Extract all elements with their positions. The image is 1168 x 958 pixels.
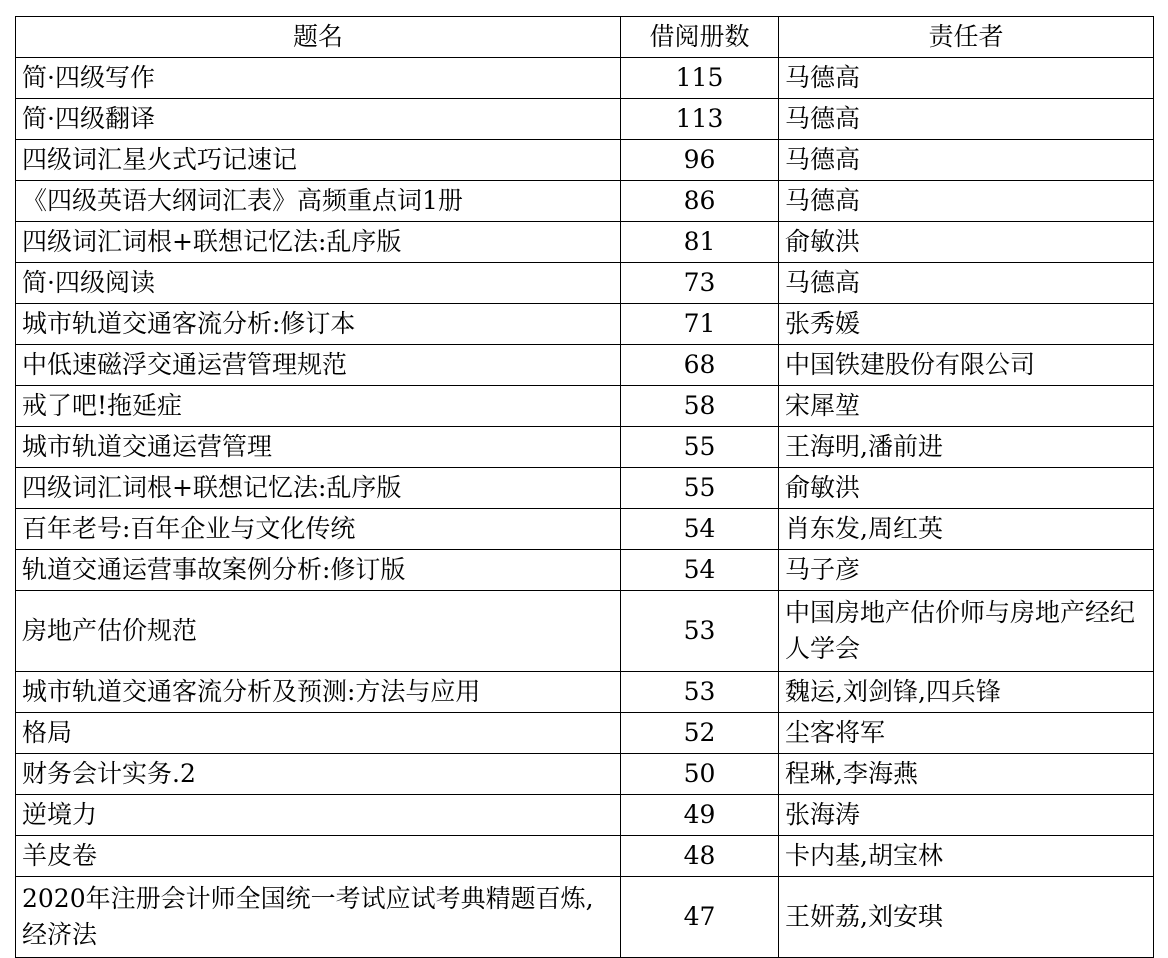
borrowing-table <box>15 16 1154 958</box>
cell-author: 程琳,李海燕 <box>779 754 1154 795</box>
cell-count: 68 <box>621 345 779 386</box>
table-row <box>16 591 1154 672</box>
cell-title: 百年老号:百年企业与文化传统 <box>16 509 621 550</box>
table-row <box>16 550 1154 591</box>
cell-count: 54 <box>621 509 779 550</box>
cell-count: 113 <box>621 99 779 140</box>
cell-count: 55 <box>621 427 779 468</box>
cell-title: 《四级英语大纲词汇表》高频重点词1册 <box>16 181 621 222</box>
table-row <box>16 58 1154 99</box>
cell-title: 羊皮卷 <box>16 836 621 877</box>
cell-author: 马德高 <box>779 263 1154 304</box>
table-row <box>16 99 1154 140</box>
table-row <box>16 140 1154 181</box>
table-row <box>16 509 1154 550</box>
cell-count: 115 <box>621 58 779 99</box>
table-row <box>16 836 1154 877</box>
cell-author: 马德高 <box>779 58 1154 99</box>
cell-title: 房地产估价规范 <box>16 591 621 672</box>
cell-count: 49 <box>621 795 779 836</box>
table-row <box>16 672 1154 713</box>
cell-author: 尘客将军 <box>779 713 1154 754</box>
cell-title: 城市轨道交通客流分析:修订本 <box>16 304 621 345</box>
cell-title: 四级词汇词根+联想记忆法:乱序版 <box>16 222 621 263</box>
table-row <box>16 263 1154 304</box>
cell-count: 71 <box>621 304 779 345</box>
cell-author: 张秀媛 <box>779 304 1154 345</box>
cell-count: 55 <box>621 468 779 509</box>
cell-author: 王妍荔,刘安琪 <box>779 877 1154 958</box>
cell-count: 58 <box>621 386 779 427</box>
cell-count: 81 <box>621 222 779 263</box>
table-row <box>16 877 1154 958</box>
cell-title: 格局 <box>16 713 621 754</box>
cell-count: 48 <box>621 836 779 877</box>
cell-title: 2020年注册会计师全国统一考试应试考典精题百炼,经济法 <box>16 877 621 958</box>
table-row <box>16 713 1154 754</box>
cell-count: 53 <box>621 591 779 672</box>
cell-author: 俞敏洪 <box>779 468 1154 509</box>
header-author: 责任者 <box>779 17 1154 58</box>
table-row <box>16 795 1154 836</box>
cell-title: 简·四级写作 <box>16 58 621 99</box>
cell-author: 马德高 <box>779 181 1154 222</box>
cell-author: 肖东发,周红英 <box>779 509 1154 550</box>
cell-count: 96 <box>621 140 779 181</box>
cell-title: 四级词汇词根+联想记忆法:乱序版 <box>16 468 621 509</box>
cell-title: 城市轨道交通运营管理 <box>16 427 621 468</box>
cell-count: 54 <box>621 550 779 591</box>
cell-count: 73 <box>621 263 779 304</box>
cell-author: 俞敏洪 <box>779 222 1154 263</box>
cell-title: 城市轨道交通客流分析及预测:方法与应用 <box>16 672 621 713</box>
header-row <box>16 17 1154 58</box>
table-row <box>16 222 1154 263</box>
table-row <box>16 386 1154 427</box>
cell-count: 86 <box>621 181 779 222</box>
cell-title: 中低速磁浮交通运营管理规范 <box>16 345 621 386</box>
table-row <box>16 304 1154 345</box>
table-body <box>16 58 1154 958</box>
cell-title: 简·四级阅读 <box>16 263 621 304</box>
cell-author: 魏运,刘剑锋,四兵锋 <box>779 672 1154 713</box>
cell-title: 简·四级翻译 <box>16 99 621 140</box>
cell-count: 50 <box>621 754 779 795</box>
table-row <box>16 345 1154 386</box>
cell-author: 卡内基,胡宝林 <box>779 836 1154 877</box>
cell-author: 马德高 <box>779 99 1154 140</box>
table-row <box>16 754 1154 795</box>
cell-title: 逆境力 <box>16 795 621 836</box>
cell-author: 马子彦 <box>779 550 1154 591</box>
header-count: 借阅册数 <box>621 17 779 58</box>
table-row <box>16 468 1154 509</box>
cell-author: 张海涛 <box>779 795 1154 836</box>
cell-title: 财务会计实务.2 <box>16 754 621 795</box>
cell-title: 戒了吧!拖延症 <box>16 386 621 427</box>
cell-author: 中国铁建股份有限公司 <box>779 345 1154 386</box>
cell-author: 王海明,潘前进 <box>779 427 1154 468</box>
cell-title: 四级词汇星火式巧记速记 <box>16 140 621 181</box>
cell-count: 47 <box>621 877 779 958</box>
table-row <box>16 427 1154 468</box>
cell-author: 中国房地产估价师与房地产经纪人学会 <box>779 591 1154 672</box>
cell-author: 马德高 <box>779 140 1154 181</box>
header-title: 题名 <box>16 17 621 58</box>
cell-count: 53 <box>621 672 779 713</box>
cell-count: 52 <box>621 713 779 754</box>
cell-author: 宋犀堃 <box>779 386 1154 427</box>
table-row <box>16 181 1154 222</box>
cell-title: 轨道交通运营事故案例分析:修订版 <box>16 550 621 591</box>
